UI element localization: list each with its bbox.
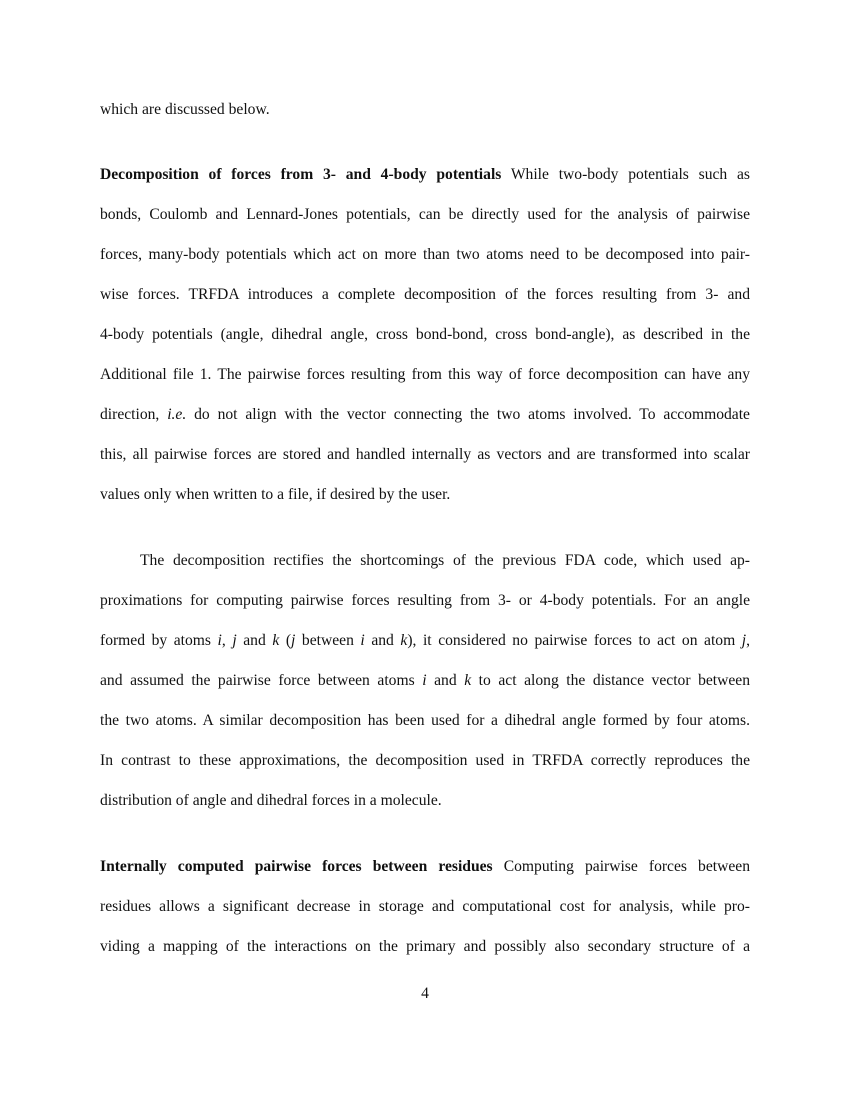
text-line: Decomposition of forces from 3- and 4-body potentials While two-body potentials such as — [100, 166, 750, 183]
text-line: this, all pairwise forces are stored and handled internally as vectors and are transformed into scalar — [100, 446, 750, 463]
text-line: the two atoms. A similar decomposition has been used for a dihedral angle formed by four atoms. — [100, 712, 750, 729]
text-line: Additional file 1. The pairwise forces resulting from this way of force decomposition can have any — [100, 366, 750, 383]
text-line: viding a mapping of the interactions on the primary and possibly also secondary structure of a — [100, 938, 750, 955]
text-line: residues allows a significant decrease in storage and computational cost for analysis, while pro- — [100, 898, 750, 915]
text-line: which are discussed below. — [100, 101, 270, 118]
text-line: The decomposition rectifies the shortcomings of the previous FDA code, which used ap- — [140, 552, 750, 569]
section-heading: Decomposition of forces from 3- and 4-body potentials — [100, 166, 502, 183]
text-line: proximations for computing pairwise forces resulting from 3- or 4-body potentials. For an angle — [100, 592, 750, 609]
text-line: bonds, Coulomb and Lennard-Jones potentials, can be directly used for the analysis of pairwise — [100, 206, 750, 223]
paragraph-force-decomposition — [100, 155, 750, 515]
text-line: wise forces. TRFDA introduces a complete decomposition of the forces resulting from 3- and — [100, 286, 750, 303]
page-number: 4 — [421, 985, 429, 1002]
text-line: distribution of angle and dihedral forces in a molecule. — [100, 792, 442, 809]
paragraph-decomposition-rectifies — [100, 541, 750, 821]
text-line: formed by atoms i, j and k (j between i and k), it considered no pairwise forces to act on atom j, — [100, 632, 751, 649]
text-line: values only when written to a file, if desired by the user. — [100, 486, 451, 503]
section-heading: Internally computed pairwise forces between residues — [100, 858, 493, 875]
italic-abbrev: i.e. — [167, 406, 187, 423]
paragraph-residue-forces — [100, 847, 750, 967]
text-line: forces, many-body potentials which act on more than two atoms need to be decomposed into pair- — [100, 246, 750, 263]
continuation-paragraph — [100, 90, 750, 130]
text-line: Internally computed pairwise forces between residues Computing pairwise forces between — [100, 858, 750, 875]
text-line: 4-body potentials (angle, dihedral angle, cross bond-bond, cross bond-angle), as described in the — [100, 326, 750, 343]
text-line: and assumed the pairwise force between atoms i and k to act along the distance vector between — [100, 672, 751, 689]
text-line: In contrast to these approximations, the decomposition used in TRFDA correctly reproduces the — [100, 752, 750, 769]
text-line: direction, i.e. do not align with the vector connecting the two atoms involved. To accommodate — [100, 406, 750, 423]
